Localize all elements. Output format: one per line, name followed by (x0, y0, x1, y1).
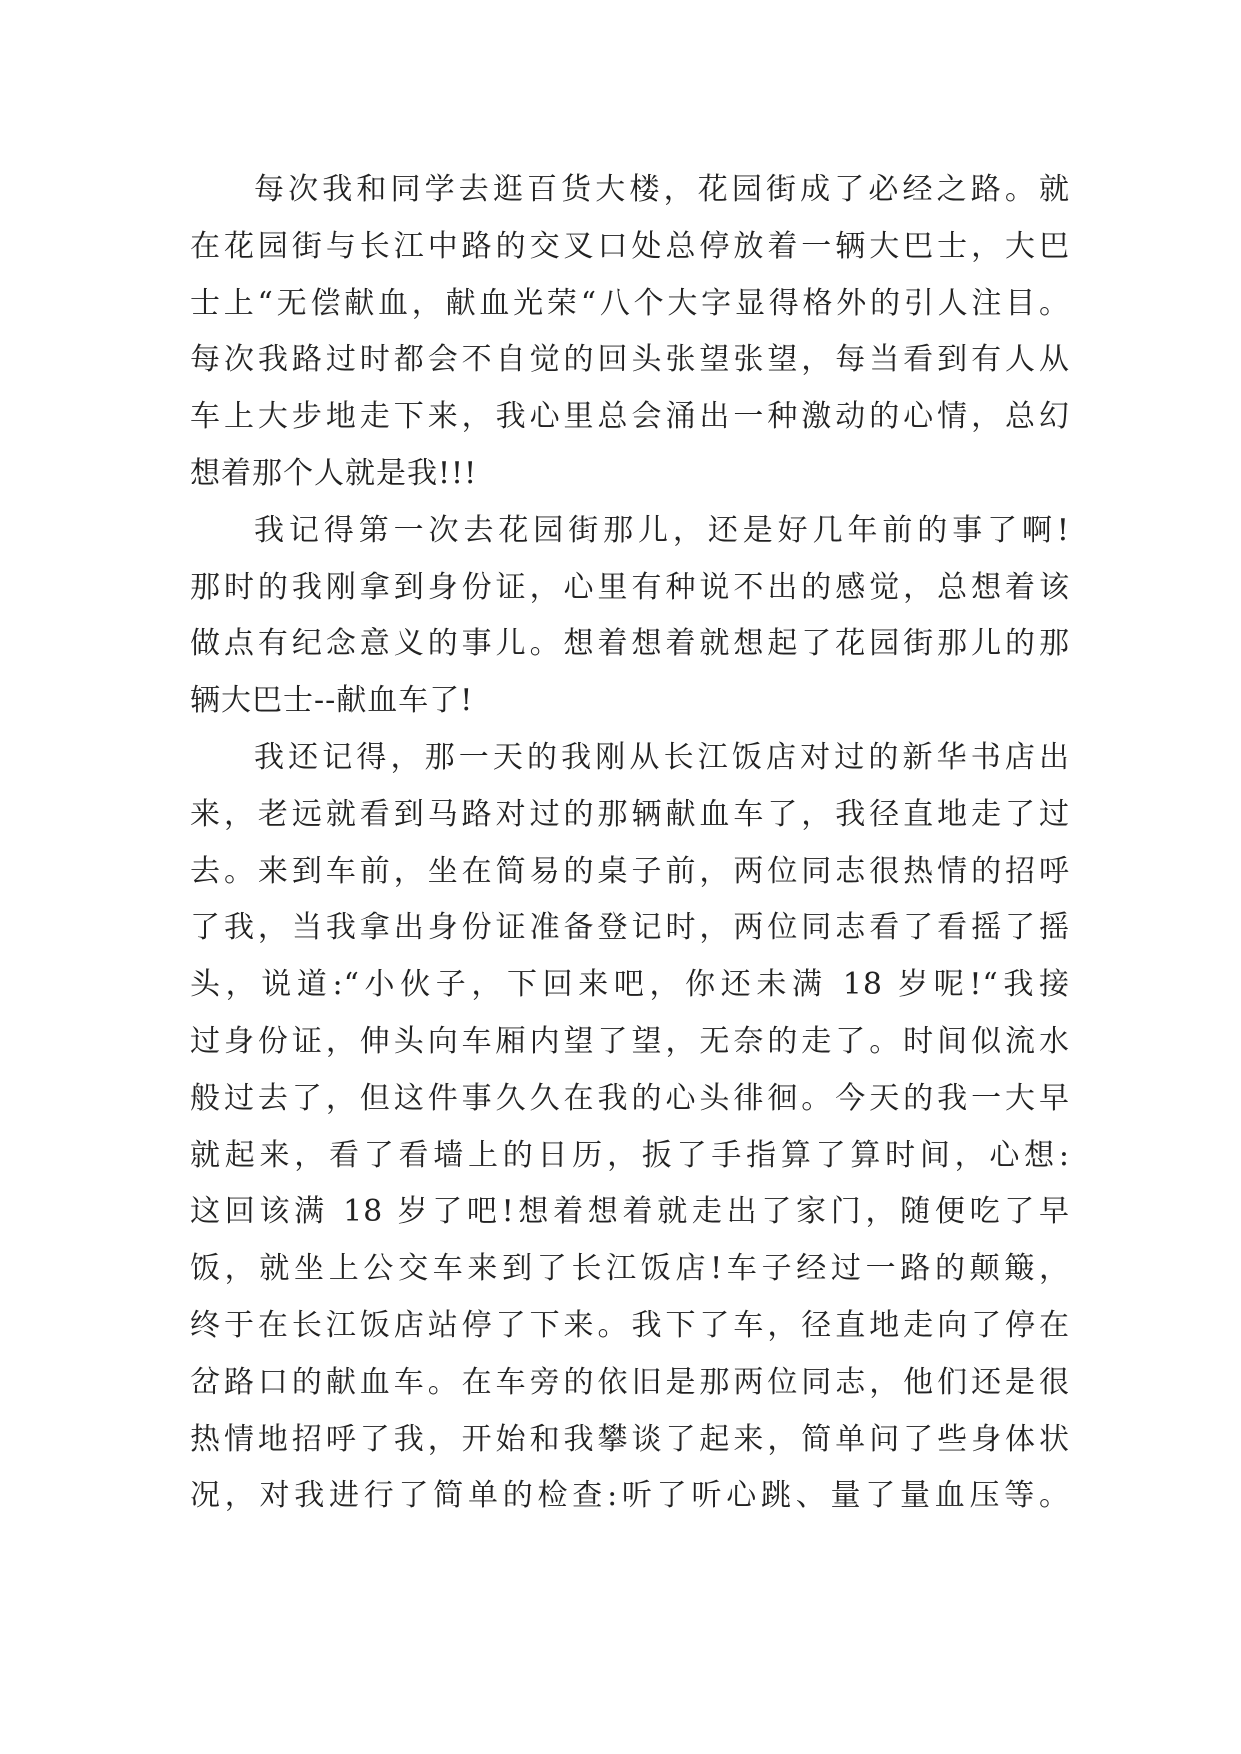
text-line: 做点有纪念意义的事儿。想着想着就想起了花园街那儿的那 (190, 626, 1070, 662)
text-line: 岔路口的献血车。在车旁的依旧是那两位同志，他们还是很 (190, 1364, 1070, 1400)
text-line: 士上“无偿献血，献血光荣“八个大字显得格外的引人注目。 (190, 285, 1070, 321)
body-text (190, 162, 1070, 1525)
text-line: 热情地招呼了我，开始和我攀谈了起来，简单问了些身体状 (190, 1421, 1070, 1457)
text-line: 那时的我刚拿到身份证，心里有种说不出的感觉，总想着该 (190, 569, 1070, 605)
text-line: 我记得第一次去花园街那儿，还是好几年前的事了啊! (254, 512, 1070, 548)
text-line: 我还记得，那一天的我刚从长江饭店对过的新华书店出 (254, 739, 1070, 775)
text-line: 般过去了，但这件事久久在我的心头徘徊。今天的我一大早 (190, 1080, 1070, 1116)
text-line: 每次我路过时都会不自觉的回头张望张望，每当看到有人从 (190, 342, 1070, 378)
text-line: 过身份证，伸头向车厢内望了望，无奈的走了。时间似流水 (190, 1023, 1070, 1059)
text-line: 在花园街与长江中路的交叉口处总停放着一辆大巴士，大巴 (190, 228, 1070, 264)
text-line: 饭，就坐上公交车来到了长江饭店!车子经过一路的颠簸， (190, 1251, 1070, 1287)
text-line: 去。来到车前，坐在简易的桌子前，两位同志很热情的招呼 (190, 853, 1070, 889)
text-line: 每次我和同学去逛百货大楼，花园街成了必经之路。就 (254, 172, 1070, 207)
text-line: 辆大巴士--献血车了! (190, 683, 474, 719)
text-line: 来，老远就看到马路对过的那辆献血车了，我径直地走了过 (190, 796, 1070, 832)
text-line: 终于在长江饭店站停了下来。我下了车，径直地走向了停在 (190, 1307, 1070, 1343)
text-line: 这回该满 18 岁了吧!想着想着就走出了家门，随便吃了早 (190, 1194, 1070, 1230)
text-line: 想着那个人就是我!!! (190, 455, 478, 491)
text-line: 车上大步地走下来，我心里总会涌出一种激动的心情，总幻 (190, 399, 1070, 435)
text-line: 就起来，看了看墙上的日历，扳了手指算了算时间，心想: (190, 1137, 1070, 1173)
text-line: 头，说道:“小伙子，下回来吧，你还未满 18 岁呢!“我接 (190, 967, 1070, 1003)
text-line: 了我，当我拿出身份证准备登记时，两位同志看了看摇了摇 (190, 910, 1070, 946)
text-line: 况，对我进行了简单的检查:听了听心跳、量了量血压等。 (190, 1478, 1070, 1514)
